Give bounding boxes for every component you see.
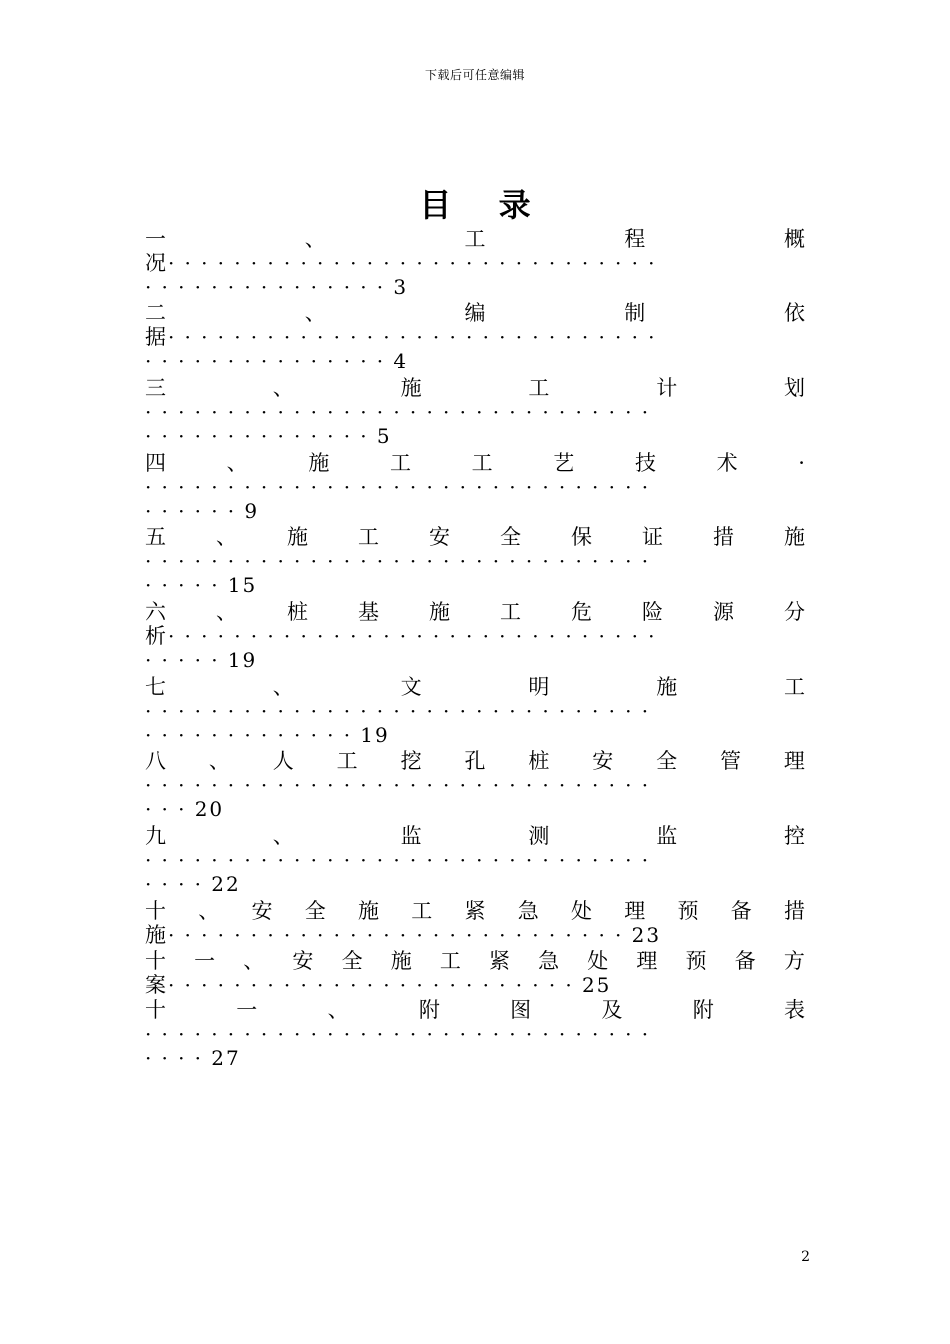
toc-heading-char: 方: [783, 949, 805, 973]
toc-heading-char: 二: [145, 301, 166, 325]
toc-page-number: 19: [360, 723, 390, 747]
toc-heading-char: 全: [656, 749, 678, 773]
toc-leader-dots: ·······························: [145, 1022, 659, 1046]
toc-heading-char: 技: [634, 451, 656, 475]
toc-heading-char: 八: [145, 749, 166, 773]
toc-heading-char: 、: [327, 998, 349, 1022]
toc-heading-char: 工: [783, 675, 805, 699]
toc-heading-char: 、: [216, 600, 237, 624]
toc-leader-dots: ··············5: [145, 424, 392, 448]
toc-heading-char: 紧: [488, 949, 510, 973]
toc-heading-char: 施: [358, 899, 379, 923]
toc-heading-char: 措: [784, 899, 805, 923]
toc-heading-char: 、: [243, 949, 265, 973]
toc-heading-line[interactable]: [145, 524, 805, 550]
toc-heading-char: 管: [720, 749, 742, 773]
toc-heading-char: 理: [636, 949, 658, 973]
toc-heading-char: 急: [538, 949, 560, 973]
toc-heading-char: 一: [236, 998, 258, 1022]
toc-heading-char: 工: [358, 525, 379, 549]
toc-heading-char: 依: [784, 301, 805, 325]
toc-leader-dots: ·······························: [145, 549, 659, 573]
toc-heading-char: 一: [194, 949, 216, 973]
toc-heading-char: 九: [145, 824, 166, 848]
toc-heading-char: 施: [784, 525, 805, 549]
toc-heading-line[interactable]: [145, 748, 805, 774]
document-title: 目 录: [419, 186, 549, 224]
toc-leader-dots: 况······························: [145, 251, 665, 275]
toc-leader-dots: ·······························: [145, 400, 659, 424]
toc-heading-char: 桩: [528, 749, 550, 773]
toc-heading-char: 危: [571, 600, 592, 624]
toc-heading-char: 一: [145, 227, 166, 251]
toc-leader-dots: ····22: [145, 872, 241, 896]
toc-heading-char: 艺: [553, 451, 575, 475]
toc-heading-char: 施: [308, 451, 330, 475]
toc-page-number: 23: [631, 923, 662, 947]
toc-heading-char: 表: [783, 998, 805, 1022]
toc-heading-char: 工: [528, 376, 550, 400]
toc-heading-char: 施: [287, 525, 308, 549]
header-note: 下载后可任意编辑: [424, 68, 525, 82]
toc-leader-dots: ·······························: [145, 475, 659, 499]
toc-heading-char: 证: [642, 525, 663, 549]
toc-heading-char: 五: [145, 525, 166, 549]
toc-leader-dots: ·············19: [145, 723, 390, 747]
toc-heading-char: 、: [216, 525, 237, 549]
toc-heading-last-char: 况: [145, 251, 168, 275]
toc-heading-char: 、: [272, 675, 294, 699]
toc-heading-char: 挖: [400, 749, 422, 773]
toc-heading-char: 分: [784, 600, 805, 624]
toc-heading-line[interactable]: [145, 450, 805, 476]
toc-heading-line[interactable]: [145, 997, 805, 1023]
toc-page-number: 15: [227, 573, 258, 597]
toc-heading-char: 及: [601, 998, 623, 1022]
toc-page-number: 19: [227, 648, 258, 672]
toc-heading-char: 施: [429, 600, 450, 624]
toc-heading-char: 保: [571, 525, 592, 549]
toc-leader-dots: 施····························23: [145, 923, 662, 947]
toc-heading-char: 测: [528, 824, 550, 848]
toc-heading-char: 概: [784, 227, 805, 251]
toc-heading-char: 施: [390, 949, 412, 973]
toc-page-number: 9: [244, 499, 260, 523]
toc-heading-char: 理: [624, 899, 646, 923]
toc-heading-char: 附: [692, 998, 714, 1022]
toc-heading-char: 全: [341, 949, 363, 973]
toc-heading-char: 备: [734, 949, 756, 973]
toc-page-number: 4: [393, 349, 409, 373]
toc-heading-char: 全: [500, 525, 521, 549]
toc-leader-dots: ·······························: [145, 699, 659, 723]
toc-leader-dots: ······9: [145, 499, 260, 523]
toc-heading-char: 安: [592, 749, 614, 773]
toc-heading-char: 七: [145, 675, 166, 699]
toc-heading-line[interactable]: [145, 599, 805, 625]
toc-heading-char: 工: [500, 600, 521, 624]
page-number: 2: [801, 1249, 810, 1265]
toc-heading-char: 源: [713, 600, 734, 624]
toc-heading-char: 桩: [287, 600, 308, 624]
toc-heading-char: 文: [400, 675, 422, 699]
toc-heading-char: 理: [783, 749, 805, 773]
toc-heading-line[interactable]: [145, 898, 805, 924]
toc-leader-dots: ·······························: [145, 848, 659, 872]
toc-heading-char: 制: [624, 301, 646, 325]
toc-heading-char: 、: [208, 749, 230, 773]
toc-heading-char: 孔: [464, 749, 486, 773]
toc-page-number: 25: [581, 973, 612, 997]
toc-heading-line[interactable]: [145, 948, 805, 974]
toc-heading-char: 工: [389, 451, 411, 475]
toc-page-number: 27: [211, 1046, 241, 1070]
toc-heading-char: 、: [304, 227, 326, 251]
toc-heading-char: 工: [471, 451, 493, 475]
toc-heading-char: 安: [292, 949, 314, 973]
toc-heading-char: 图: [510, 998, 532, 1022]
toc-heading-last-char: 析: [145, 624, 168, 648]
toc-heading-char: 程: [624, 227, 646, 251]
toc-heading-last-char: 据: [145, 325, 168, 349]
toc-heading-char: 急: [517, 899, 539, 923]
toc-heading-line[interactable]: [145, 226, 805, 252]
toc-leader-dots: 据······························: [145, 325, 665, 349]
toc-heading-char: 预: [677, 899, 699, 923]
toc-page-number: 20: [194, 797, 225, 821]
toc-heading-char: 备: [730, 899, 752, 923]
toc-heading-char: 基: [358, 600, 379, 624]
toc-heading-char: 控: [783, 824, 805, 848]
toc-heading-last-char: 施: [145, 923, 168, 947]
toc-heading-char: 人: [272, 749, 294, 773]
toc-heading-char: 监: [400, 824, 422, 848]
toc-leader-dots: 案·························25: [145, 973, 612, 997]
toc-heading-char: 十: [145, 899, 166, 923]
toc-page-number: 3: [393, 275, 409, 299]
toc-heading-char: 、: [272, 376, 294, 400]
toc-heading-char: 附: [418, 998, 440, 1022]
toc-heading-char: 明: [528, 675, 550, 699]
toc-heading-char: 工: [439, 949, 461, 973]
toc-heading-char: 处: [587, 949, 609, 973]
toc-heading-char: 工: [336, 749, 358, 773]
toc-heading-char: 施: [400, 376, 422, 400]
toc-heading-char: ·: [798, 451, 805, 475]
toc-heading-char: 三: [145, 376, 166, 400]
toc-heading-line[interactable]: [145, 300, 805, 326]
toc-heading-char: 安: [429, 525, 450, 549]
toc-heading-char: 监: [656, 824, 678, 848]
toc-leader-dots: ·······························: [145, 773, 659, 797]
toc-heading-char: 六: [145, 600, 166, 624]
toc-heading-char: 紧: [464, 899, 486, 923]
toc-page-number: 22: [211, 872, 241, 896]
toc-heading-char: 工: [464, 227, 486, 251]
toc-heading-char: 十: [145, 949, 166, 973]
toc-page-number: 5: [376, 424, 392, 448]
toc-heading-line[interactable]: [145, 674, 805, 700]
toc-heading-char: 全: [304, 899, 326, 923]
toc-leader-dots: ····27: [145, 1046, 241, 1070]
toc-heading-char: 措: [713, 525, 734, 549]
toc-heading-char: 工: [411, 899, 433, 923]
toc-heading-char: 处: [571, 899, 592, 923]
toc-heading-char: 安: [251, 899, 273, 923]
toc-heading-char: 编: [464, 301, 486, 325]
toc-heading-char: 术: [716, 451, 738, 475]
toc-leader-dots: ···20: [145, 797, 225, 821]
toc-leader-dots: 析······························: [145, 624, 665, 648]
toc-heading-char: 、: [198, 899, 220, 923]
toc-heading-line[interactable]: [145, 375, 805, 401]
toc-heading-char: 、: [226, 451, 248, 475]
toc-heading-char: 、: [272, 824, 294, 848]
toc-heading-char: 险: [642, 600, 663, 624]
toc-leader-dots: ·····19: [145, 648, 258, 672]
toc-heading-char: 预: [685, 949, 707, 973]
toc-leader-dots: ···············4: [145, 349, 409, 373]
toc-heading-char: 十: [145, 998, 166, 1022]
toc-heading-char: 计: [656, 376, 678, 400]
toc-heading-line[interactable]: [145, 823, 805, 849]
toc-heading-char: 划: [783, 376, 805, 400]
toc-leader-dots: ·····15: [145, 573, 258, 597]
toc-heading-char: 四: [145, 451, 166, 475]
toc-heading-char: 、: [304, 301, 326, 325]
toc-heading-char: 施: [656, 675, 678, 699]
toc-heading-last-char: 案: [145, 973, 168, 997]
toc-leader-dots: ···············3: [145, 275, 409, 299]
